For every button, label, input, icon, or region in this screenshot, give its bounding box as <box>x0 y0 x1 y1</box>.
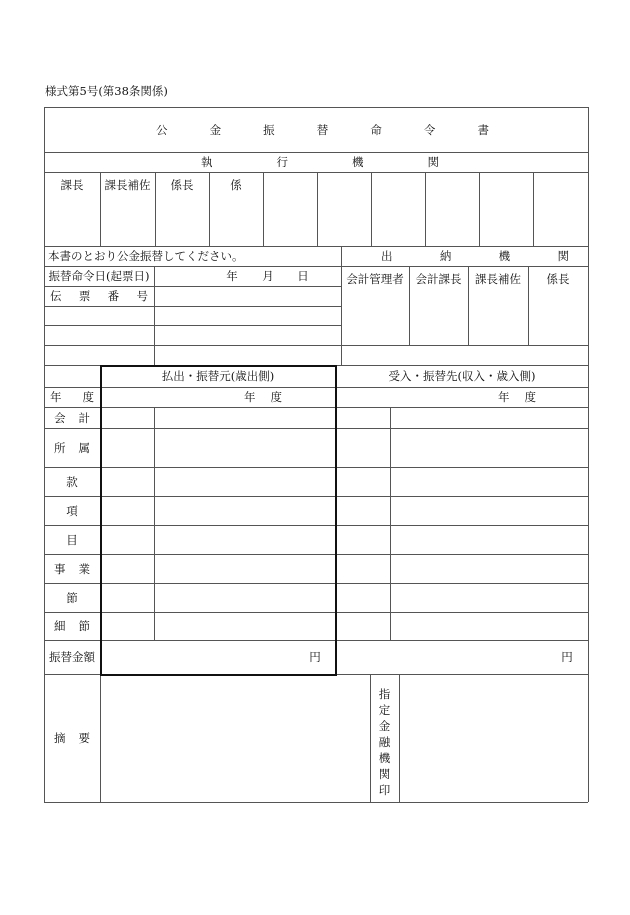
bank-seal-char: 関 <box>378 767 391 781</box>
exec-stamp-label: 係長 <box>170 178 194 192</box>
instruction-text: 本書のとおり公金振替してください。 <box>48 249 244 263</box>
grid-line <box>341 246 342 365</box>
row-label <box>44 612 100 640</box>
grid-line <box>44 306 341 307</box>
row-label-char: 項 <box>66 503 78 518</box>
title-char: 振 <box>263 122 275 137</box>
row-label-char: 会 <box>54 410 66 425</box>
source-nendo-char: 年 <box>244 390 256 404</box>
bank-seal-char: 指 <box>378 687 391 701</box>
row-label <box>44 583 100 612</box>
fiscal-year-label <box>44 387 100 407</box>
row-label <box>44 554 100 583</box>
slip-number-char: 伝 <box>50 289 62 303</box>
exec-agency-char: 行 <box>276 155 288 169</box>
bank-seal-label <box>370 674 399 802</box>
title-char: 公 <box>156 122 168 137</box>
row-label <box>44 407 100 428</box>
order-date-label: 振替命令日(起票日) <box>48 269 150 283</box>
exec-agency-header <box>195 152 445 172</box>
dest-nendo-char: 年 <box>498 390 510 404</box>
amount-label: 振替金額 <box>49 650 95 664</box>
summary-char: 要 <box>78 731 90 745</box>
row-label-char: 節 <box>66 590 78 605</box>
stamp-box-divider <box>479 172 480 246</box>
summary-char: 摘 <box>54 731 66 745</box>
date-unit-label: 年 <box>226 269 238 283</box>
slip-number-char: 票 <box>78 289 91 303</box>
grid-line <box>390 407 391 640</box>
fiscal-year-char: 度 <box>82 390 94 404</box>
grid-line <box>44 325 341 326</box>
row-label-char: 事 <box>54 561 66 576</box>
disb-stamp-label: 係長 <box>546 272 570 286</box>
dest-nendo-char: 度 <box>524 390 536 404</box>
disb-agency-char: 機 <box>498 249 511 263</box>
dest-nendo-label <box>492 387 542 407</box>
row-label-char: 款 <box>66 474 78 489</box>
grid-line <box>341 345 588 346</box>
disb-stamp-label: 会計管理者 <box>346 272 404 286</box>
title-char: 書 <box>477 122 489 137</box>
exec-stamp-label: 係 <box>230 178 242 192</box>
source-nendo-char: 度 <box>270 390 282 404</box>
form-border-bottom <box>44 802 588 803</box>
disb-agency-char: 関 <box>557 249 569 263</box>
title-char: 令 <box>423 122 436 137</box>
bank-seal-char: 印 <box>378 783 391 797</box>
exec-stamp-label: 課長補佐 <box>104 178 151 192</box>
row-label-char: 属 <box>78 440 90 455</box>
source-area-thick-frame <box>100 365 337 676</box>
disb-stamp-label: 会計課長 <box>415 272 462 286</box>
disb-agency-header <box>375 246 575 266</box>
row-label-char: 業 <box>78 561 90 576</box>
disb-agency-char: 出 <box>381 249 393 263</box>
fiscal-year-char: 年 <box>50 390 62 404</box>
grid-line <box>154 266 155 365</box>
row-label-char: 目 <box>66 532 78 547</box>
grid-line <box>399 674 400 802</box>
title-char: 金 <box>209 122 222 137</box>
stamp-box-divider <box>425 172 426 246</box>
bank-seal-char: 融 <box>378 735 391 749</box>
stamp-box-divider <box>317 172 318 246</box>
stamp-box-divider <box>371 172 372 246</box>
dest-header: 受入・振替先(収入・歳入側) <box>388 369 536 383</box>
source-yen-unit: 円 <box>309 650 321 664</box>
dest-yen-unit: 円 <box>561 650 573 664</box>
disb-agency-char: 納 <box>439 249 452 263</box>
row-label-char: 計 <box>78 410 90 425</box>
disb-stamp-label: 課長補佐 <box>475 272 521 286</box>
summary-label <box>44 674 100 802</box>
exec-agency-char: 執 <box>201 155 213 169</box>
slip-number-label <box>44 286 154 306</box>
exec-stamp-label: 課長 <box>60 178 84 192</box>
title-char: 命 <box>370 122 382 137</box>
row-label <box>44 525 100 554</box>
date-unit-label: 月 <box>262 269 274 283</box>
stamp-box-divider <box>263 172 264 246</box>
form-title <box>150 107 495 152</box>
exec-agency-char: 機 <box>352 155 364 169</box>
grid-line <box>44 345 341 346</box>
slip-number-char: 番 <box>107 289 120 303</box>
row-label-char: 所 <box>54 440 66 455</box>
form-border-right <box>588 107 589 802</box>
row-label <box>44 496 100 525</box>
row-label <box>44 428 100 467</box>
row-label-char: 細 <box>54 619 66 633</box>
form-caption: 様式第5号(第38条関係) <box>45 84 168 98</box>
bank-seal-char: 定 <box>378 703 391 717</box>
stamp-box-divider <box>533 172 534 246</box>
row-label-char: 節 <box>78 619 90 633</box>
title-char: 替 <box>316 122 329 137</box>
slip-number-char: 号 <box>136 289 148 303</box>
bank-seal-char: 金 <box>378 719 391 733</box>
bank-seal-char: 機 <box>378 751 391 765</box>
source-header: 払出・振替元(歳出側) <box>161 369 275 383</box>
exec-agency-char: 関 <box>427 155 439 169</box>
date-unit-label: 日 <box>297 269 309 283</box>
row-label <box>44 467 100 496</box>
